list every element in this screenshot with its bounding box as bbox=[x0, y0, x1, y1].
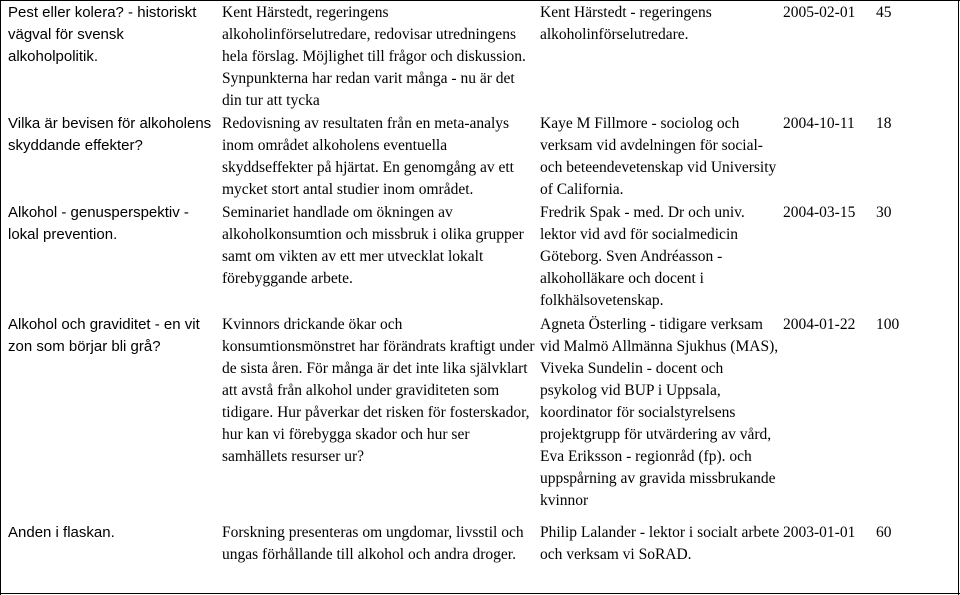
seminar-speaker: Kent Härstedt - regeringens alkoholinförselutredare. bbox=[540, 4, 712, 43]
seminar-title: Pest eller kolera? - historiskt vägval för svensk alkoholpolitik. bbox=[8, 4, 197, 65]
seminar-title: Alkohol och graviditet - en vit zon som börjar bli grå? bbox=[8, 316, 200, 355]
seminar-count: 45 bbox=[876, 4, 892, 21]
seminar-count: 60 bbox=[876, 524, 892, 541]
seminar-description: Redovisning av resultaten från en meta-analys inom området alkoholens eventuella skyddseffekter på hjärtat. En genomgång av ett mycket stort antal studier inom området. bbox=[222, 115, 514, 198]
seminar-speaker: Agneta Österling - tidigare verksam vid Malmö Allmänna Sjukhus (MAS), Viveka Sundelin - docent och psykolog vid BUP i Uppsala, koordinator för socialstyrelsens projektgrupp för utvärdering av vård, Eva Eriksson - regionråd (fp). och uppspårning av gravida missbrukande kvinnor bbox=[540, 316, 779, 509]
seminar-count: 18 bbox=[876, 115, 892, 132]
table-border-right bbox=[958, 0, 959, 595]
seminar-date: 2004-03-15 bbox=[783, 204, 856, 221]
seminar-speaker: Kaye M Fillmore - sociolog och verksam vid avdelningen för social- och beteendevetenskap vid University of California. bbox=[540, 115, 777, 198]
table-border-bottom bbox=[0, 593, 960, 594]
seminar-date: 2003-01-01 bbox=[783, 524, 856, 541]
seminar-description: Kvinnors drickande ökar och konsumtionsmönstret har förändrats kraftigt under de sista åren. För många är det inte lika självklart att avstå från alkohol under graviditeten som tidigare. Hur påverkar det risken för fosterskador, hur kan vi förebygga skador och hur ser samhällets resurser ur? bbox=[222, 316, 535, 465]
seminar-description: Kent Härstedt, regeringens alkoholinförselutredare, redovisar utredningens hela förslag. Möjlighet till frågor och diskussion. Synpunkterna har redan varit många - nu är det din tur att tycka bbox=[222, 4, 526, 109]
seminar-count: 30 bbox=[876, 204, 892, 221]
seminar-title: Alkohol - genusperspektiv - lokal prevention. bbox=[8, 204, 189, 243]
table-border-top bbox=[0, 0, 960, 1]
seminar-date: 2004-01-22 bbox=[783, 316, 856, 333]
seminar-count: 100 bbox=[876, 316, 900, 333]
seminar-title: Vilka är bevisen för alkoholens skyddande effekter? bbox=[8, 115, 212, 154]
seminar-description: Seminariet handlade om ökningen av alkoholkonsumtion och missbruk i olika grupper samt om vikten av ett mer utvecklat lokalt förebyggande arbete. bbox=[222, 204, 524, 287]
seminar-date: 2005-02-01 bbox=[783, 4, 856, 21]
seminar-date: 2004-10-11 bbox=[783, 115, 855, 132]
seminar-title: Anden i flaskan. bbox=[8, 524, 115, 541]
seminar-speaker: Fredrik Spak - med. Dr och univ. lektor vid avd för socialmedicin Göteborg. Sven Andréasson - alkoholläkare och docent i folkhälsovetenskap. bbox=[540, 204, 745, 309]
seminar-description: Forskning presenteras om ungdomar, livsstil och ungas förhållande till alkohol och andra droger. bbox=[222, 524, 524, 563]
seminar-speaker: Philip Lalander - lektor i socialt arbete och verksam vi SoRAD. bbox=[540, 524, 780, 563]
table-border-left bbox=[0, 0, 1, 595]
